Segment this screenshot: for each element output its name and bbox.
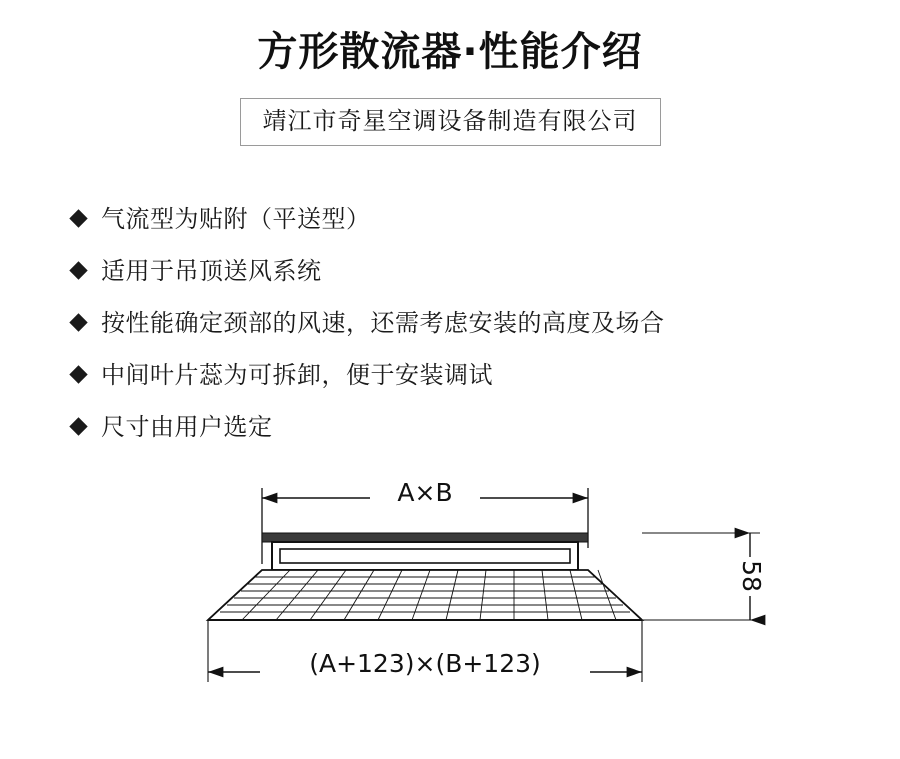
diamond-bullet-icon [69,314,87,332]
feature-text: 中间叶片蕊为可拆卸，便于安装调试 [101,361,493,390]
height-dimension-label: 58 [737,560,766,592]
page-title: 方形散流器·性能介绍 [257,29,643,75]
list-item [72,360,900,390]
company-name: 靖江市奇星空调设备制造有限公司 [240,98,661,146]
list-item [72,412,900,442]
list-item [72,256,900,286]
diamond-bullet-icon [69,210,87,228]
list-item [72,204,900,234]
diamond-bullet-icon [69,418,87,436]
feature-list [0,204,900,442]
feature-text: 气流型为贴附（平送型） [101,205,371,234]
diamond-bullet-icon [69,366,87,384]
top-dimension-label: A×B [397,478,453,507]
feature-text: 尺寸由用户选定 [101,413,273,442]
company-name-container [0,98,900,146]
diffuser-technical-drawing [180,460,820,700]
feature-text: 按性能确定颈部的风速，还需考虑安装的高度及场合 [101,309,665,338]
feature-text: 适用于吊顶送风系统 [101,257,322,286]
bottom-dimension-label: (A+123)×(B+123) [309,649,541,678]
diamond-bullet-icon [69,262,87,280]
list-item [72,308,900,338]
